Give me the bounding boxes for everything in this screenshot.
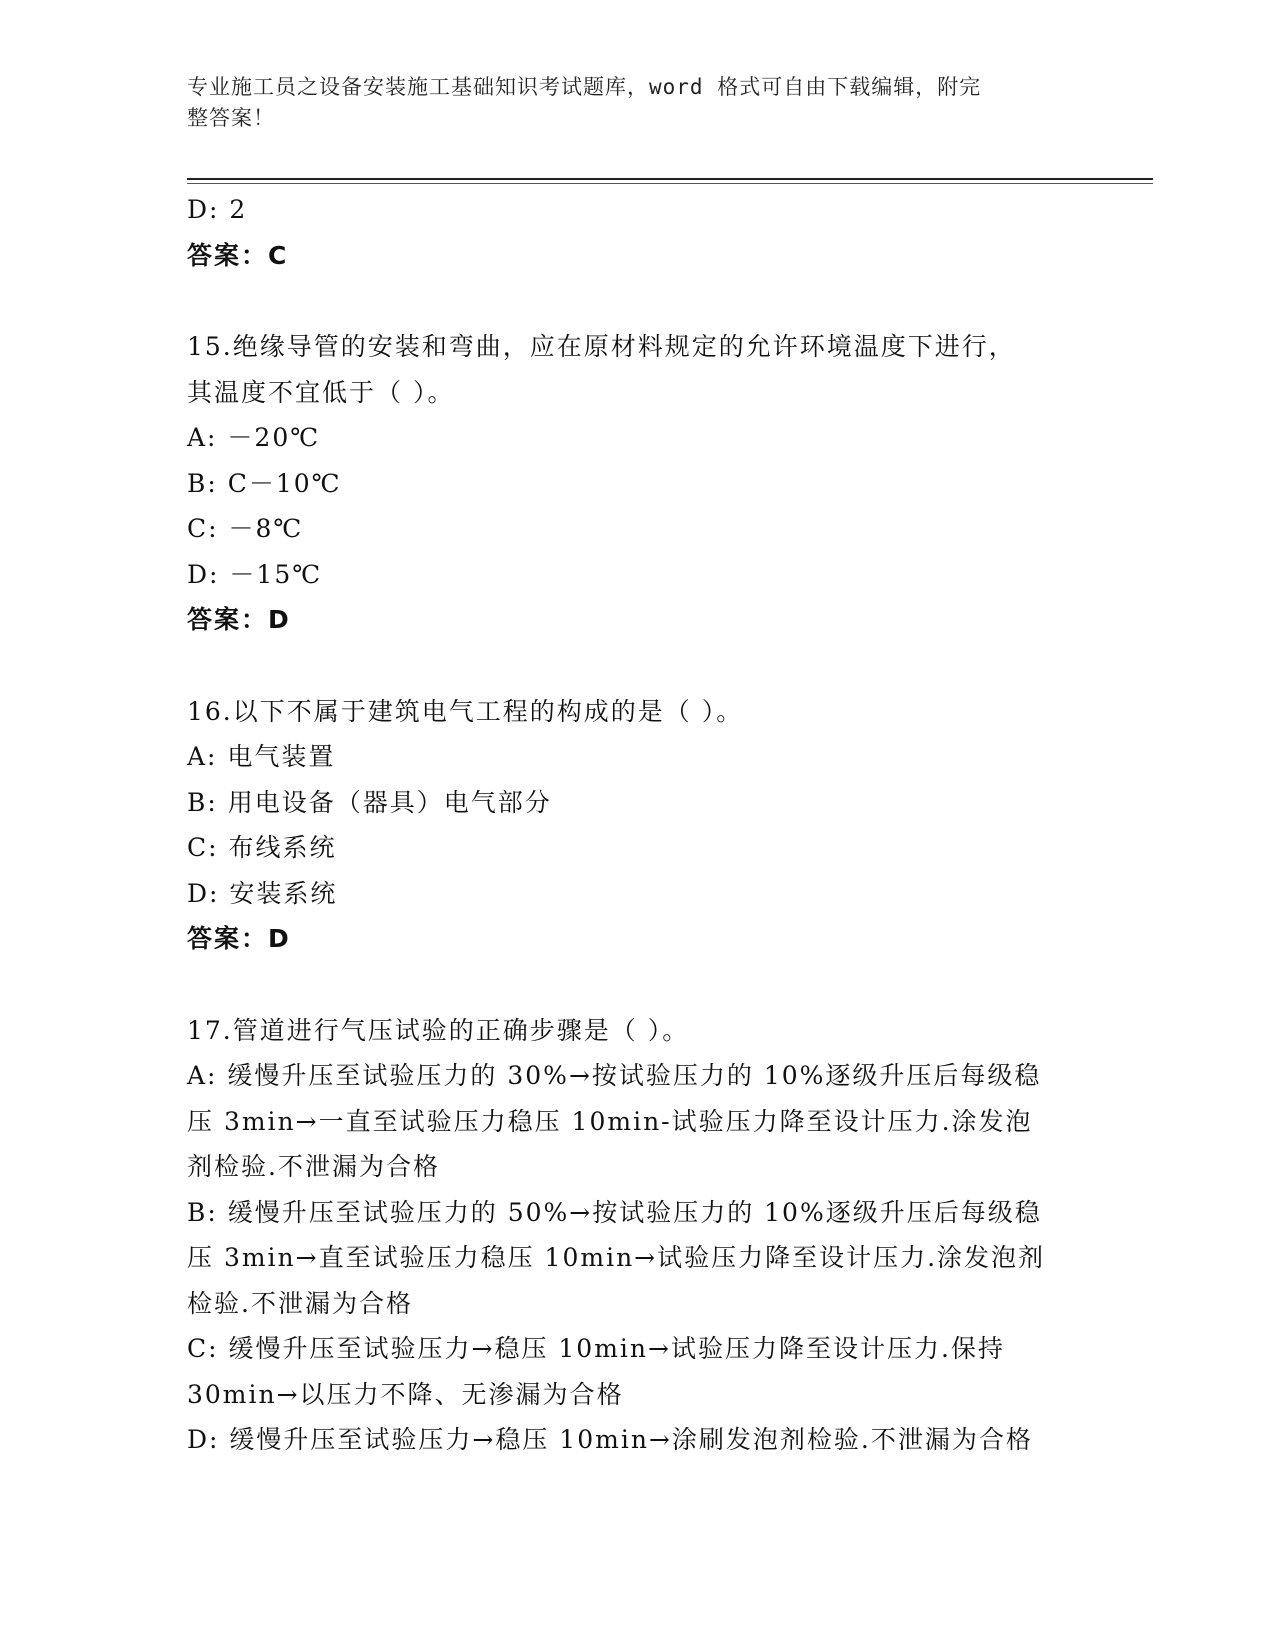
- answer-line: 答案：D: [187, 605, 291, 634]
- question-stem: 15.绝缘导管的安装和弯曲，应在原材料规定的允许环境温度下进行，: [187, 332, 1016, 361]
- option-a: A: 缓慢升压至试验压力的 30%→按试验压力的 10%逐级升压后每级稳: [187, 1061, 1042, 1090]
- question-17: [187, 1008, 1087, 1463]
- page-header: [187, 72, 1067, 134]
- option-a: A: －20℃: [187, 423, 321, 452]
- question-16: [187, 689, 1087, 962]
- option-b: B: 缓慢升压至试验压力的 50%→按试验压力的 10%逐级升压后每级稳: [187, 1197, 1042, 1227]
- header-line-1: 专业施工员之设备安装施工基础知识考试题库，word 格式可自由下载编辑，附完: [187, 75, 982, 99]
- option-c: C: －8℃: [187, 514, 304, 543]
- option-b-continued: 检验.不泄漏为合格: [187, 1288, 413, 1318]
- option-d: D: 缓慢升压至试验压力→稳压 10min→涂刷发泡剂检验.不泄漏为合格: [187, 1425, 1033, 1454]
- option-a: A: 电气装置: [187, 742, 336, 771]
- answer-line: 答案：D: [187, 924, 291, 953]
- option-a-continued: 剂检验.不泄漏为合格: [187, 1152, 440, 1181]
- option-d: D: 2: [187, 195, 248, 224]
- header-divider-thick: [187, 178, 1153, 180]
- question-stem: 17.管道进行气压试验的正确步骤是（ ）。: [187, 1015, 690, 1045]
- answer-line: 答案：C: [187, 240, 289, 270]
- question-stem: 16.以下不属于建筑电气工程的构成的是（ ）。: [187, 696, 744, 726]
- option-d: D: －15℃: [187, 559, 323, 589]
- question-stem-continued: 其温度不宜低于（ ）。: [187, 377, 455, 407]
- header-divider-thin: [187, 183, 1153, 184]
- option-a-continued: 压 3min→一直至试验压力稳压 10min-试验压力降至设计压力.涂发泡: [187, 1106, 1033, 1136]
- header-line-2: 整答案！: [187, 106, 275, 130]
- option-c-continued: 30min→以压力不降、无渗漏为合格: [187, 1379, 624, 1409]
- option-d: D: 安装系统: [187, 878, 338, 908]
- question-15: [187, 324, 1087, 643]
- option-b: B: C－10℃: [187, 468, 342, 498]
- spacer: [187, 278, 1087, 324]
- previous-question-tail: [187, 187, 1087, 278]
- option-c: C: 缓慢升压至试验压力→稳压 10min→试验压力降至设计压力.保持: [187, 1334, 1005, 1363]
- document-body: [187, 187, 1087, 1463]
- spacer: [187, 962, 1087, 1008]
- option-c: C: 布线系统: [187, 833, 337, 862]
- option-b-continued: 压 3min→直至试验压力稳压 10min→试验压力降至设计压力.涂发泡剂: [187, 1243, 1046, 1272]
- spacer: [187, 643, 1087, 689]
- option-b: B: 用电设备（器具）电气部分: [187, 787, 552, 817]
